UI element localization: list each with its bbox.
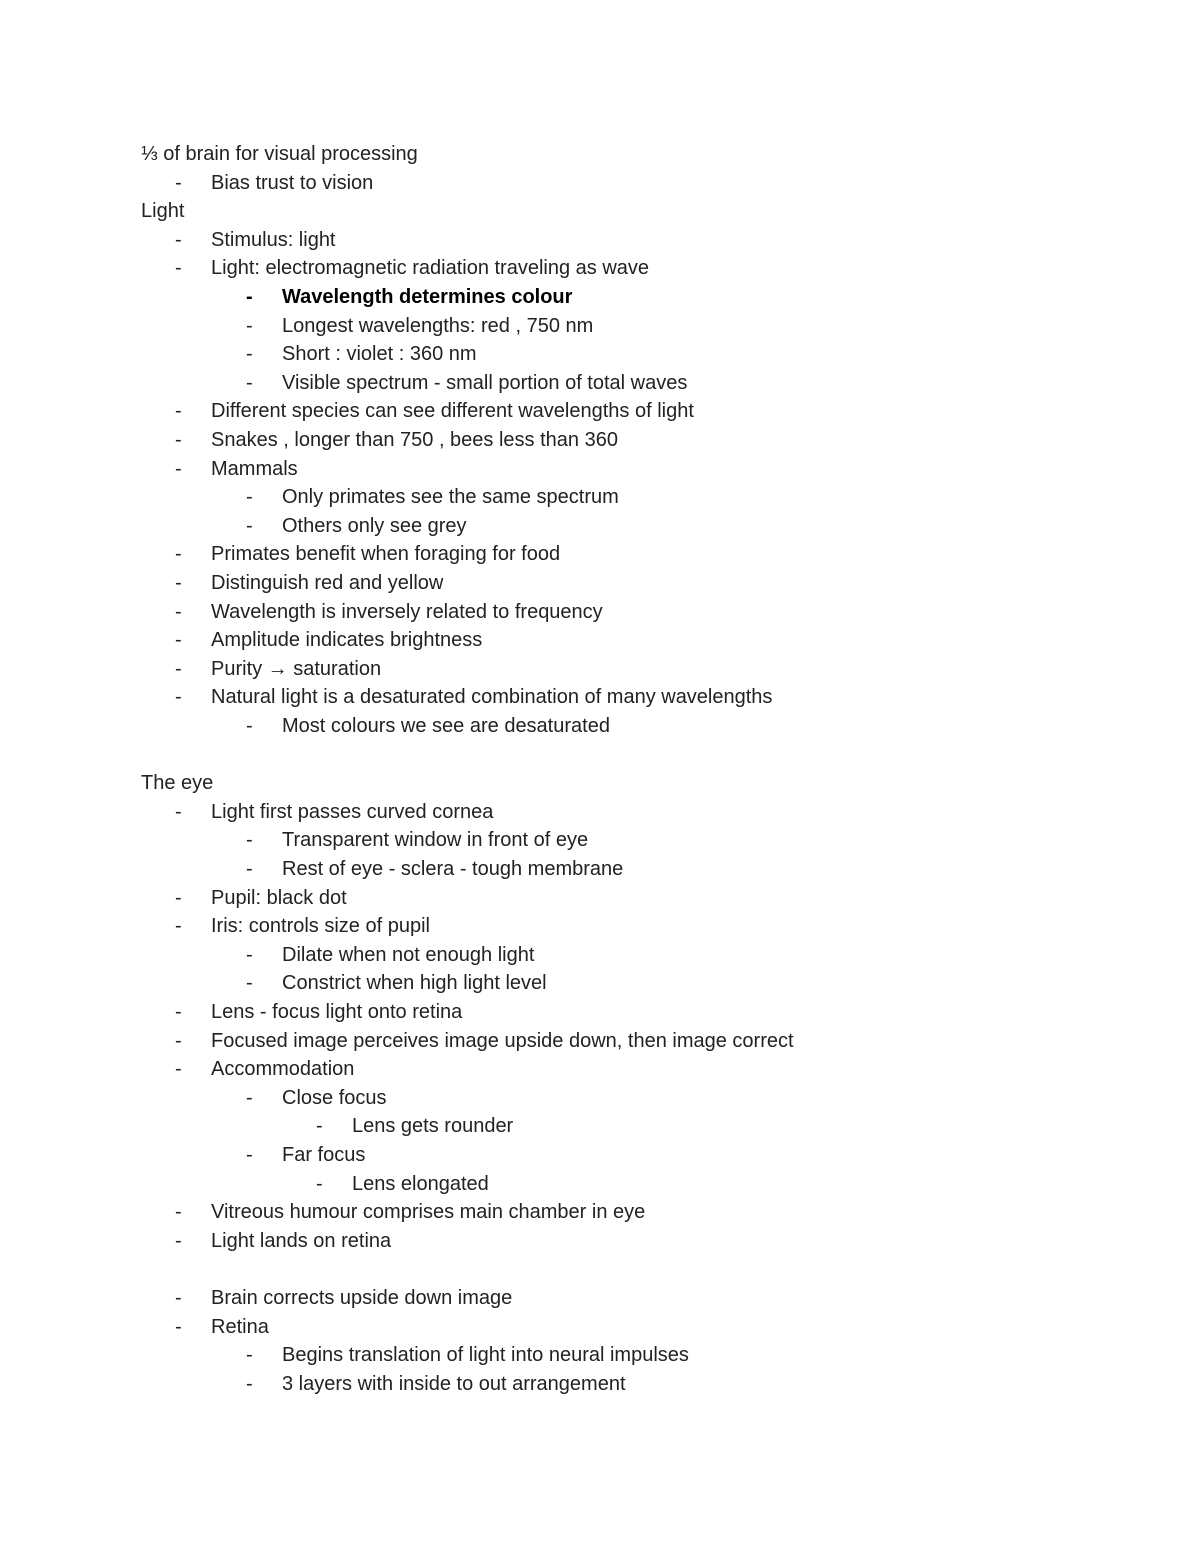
- dash-bullet-icon: -: [175, 1058, 182, 1081]
- dash-bullet-icon: -: [246, 1144, 253, 1166]
- list-item-text: Snakes , longer than 750 , bees less than 360: [211, 429, 618, 451]
- dash-bullet-icon: -: [175, 686, 182, 709]
- dash-bullet-icon: -: [175, 429, 182, 451]
- list-item-text: Begins translation of light into neural impulses: [282, 1344, 689, 1367]
- list-item-text: Close focus: [282, 1086, 387, 1109]
- list-item-text: Far focus: [282, 1144, 366, 1166]
- dash-bullet-icon: -: [246, 371, 253, 394]
- list-item-text: Mammals: [211, 457, 298, 480]
- dash-bullet-icon: -: [175, 572, 182, 594]
- dash-bullet-icon: -: [316, 1115, 323, 1138]
- dash-bullet-icon: -: [175, 800, 182, 823]
- dash-bullet-icon: -: [175, 915, 182, 938]
- dash-bullet-icon: -: [246, 829, 253, 852]
- list-item-text: Visible spectrum - small portion of total waves: [282, 371, 688, 394]
- dash-bullet-icon: -: [175, 457, 182, 480]
- list-item-text: Natural light is a desaturated combination of many wavelengths: [211, 686, 773, 709]
- dash-bullet-icon: -: [175, 1001, 182, 1023]
- dash-bullet-icon: -: [175, 1287, 182, 1309]
- list-item-text: Iris: controls size of pupil: [211, 915, 430, 938]
- list-item-text: Stimulus: light: [211, 228, 336, 251]
- list-item-text: Constrict when high light level: [282, 972, 547, 995]
- dash-bullet-icon: -: [175, 400, 182, 423]
- list-item-text: Lens gets rounder: [352, 1115, 514, 1138]
- list-item-text: Dilate when not enough light: [282, 943, 535, 966]
- dash-bullet-icon: -: [175, 1229, 182, 1252]
- list-item-text: Wavelength is inversely related to frequency: [211, 600, 603, 623]
- list-item-text: Lens - focus light onto retina: [211, 1001, 463, 1023]
- dash-bullet-icon: -: [246, 314, 253, 337]
- dash-bullet-icon: -: [246, 943, 253, 966]
- section-heading-text: ⅓ of brain for visual processing: [141, 143, 418, 165]
- dash-bullet-icon: -: [175, 1201, 182, 1224]
- list-item-text: Focused image perceives image upside down, then image correct: [211, 1029, 794, 1052]
- list-item-text: Lens elongated: [352, 1172, 489, 1195]
- dash-bullet-icon: -: [175, 886, 182, 909]
- section-heading-text: The eye: [141, 772, 214, 795]
- list-item-text: Only primates see the same spectrum: [282, 486, 619, 509]
- list-item-text: Rest of eye - sclera - tough membrane: [282, 858, 624, 880]
- dash-bullet-icon: -: [246, 1086, 253, 1109]
- list-item-text: Others only see grey: [282, 514, 467, 537]
- list-item-text: 3 layers with inside to out arrangement: [282, 1372, 626, 1395]
- list-item-text: Light: electromagnetic radiation traveling as wave: [211, 257, 650, 280]
- list-item-text: Purity → saturation: [211, 657, 382, 680]
- dash-bullet-icon: -: [316, 1172, 323, 1195]
- dash-bullet-icon: -: [175, 543, 182, 566]
- dash-bullet-icon: -: [246, 715, 253, 737]
- dash-bullet-icon: -: [175, 1029, 182, 1052]
- dash-bullet-icon: -: [246, 514, 253, 537]
- list-item-text: Vitreous humour comprises main chamber in eye: [211, 1201, 646, 1224]
- list-item-text: Longest wavelengths: red , 750 nm: [282, 314, 594, 337]
- list-item-text: Bias trust to vision: [211, 171, 374, 194]
- list-item-text: Different species can see different wavelengths of light: [211, 400, 694, 423]
- dash-bullet-icon: -: [175, 657, 182, 680]
- dash-bullet-icon: -: [175, 1315, 182, 1338]
- dash-bullet-icon: -: [246, 1372, 253, 1395]
- dash-bullet-icon: -: [246, 972, 253, 995]
- list-item-text: Light lands on retina: [211, 1229, 392, 1252]
- list-item-text: Wavelength determines colour: [282, 286, 573, 308]
- list-item-text: Distinguish red and yellow: [211, 572, 444, 594]
- dash-bullet-icon: -: [175, 171, 182, 194]
- dash-bullet-icon: -: [246, 486, 253, 509]
- dash-bullet-icon: -: [246, 1344, 253, 1367]
- section-heading-text: Light: [141, 200, 185, 223]
- dash-bullet-icon: -: [175, 257, 182, 280]
- list-item-text: Accommodation: [211, 1058, 355, 1081]
- list-item-text: Light first passes curved cornea: [211, 800, 494, 823]
- dash-bullet-icon: -: [175, 600, 182, 623]
- list-item-text: Primates benefit when foraging for food: [211, 543, 561, 566]
- dash-bullet-icon: -: [175, 629, 182, 652]
- dash-bullet-icon: -: [175, 228, 182, 251]
- list-item-text: Short : violet : 360 nm: [282, 343, 477, 366]
- list-item-text: Brain corrects upside down image: [211, 1287, 513, 1309]
- list-item-text: Amplitude indicates brightness: [211, 629, 483, 652]
- dash-bullet-icon: -: [246, 286, 253, 308]
- dash-bullet-icon: -: [246, 343, 253, 366]
- list-item-text: Transparent window in front of eye: [282, 829, 589, 852]
- dash-bullet-icon: -: [246, 858, 253, 880]
- list-item-text: Pupil: black dot: [211, 886, 347, 909]
- list-item-text: Most colours we see are desaturated: [282, 715, 610, 737]
- list-item-text: Retina: [211, 1315, 269, 1338]
